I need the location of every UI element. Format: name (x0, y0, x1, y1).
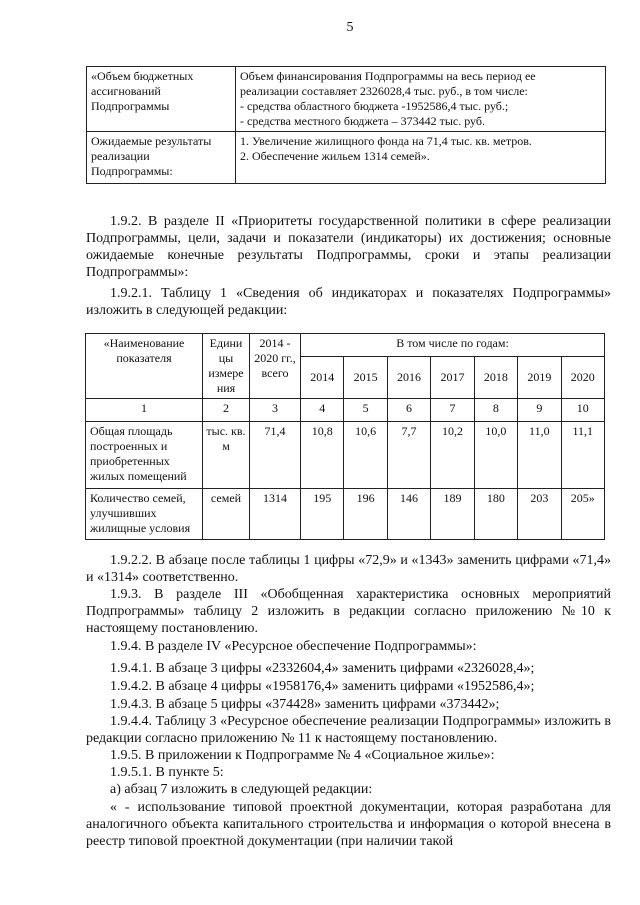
cell-line: 2. Обеспечение жильем 1314 семей». (240, 149, 430, 163)
indicator-value: 180 (474, 489, 517, 540)
paragraph-1-9-5: 1.9.5. В приложении к Подпрограмме № 4 «Социальное жилье»: (110, 748, 495, 763)
indicator-value: 10,2 (431, 422, 474, 489)
cell-line: Подпрограммы (91, 99, 170, 113)
column-number: 8 (474, 399, 517, 422)
column-number: 1 (86, 399, 203, 422)
cell-line: Ожидаемые результаты (91, 134, 212, 148)
table-row (87, 132, 606, 184)
header-year: 2015 (344, 356, 387, 398)
table-cell-value (236, 67, 606, 132)
header-name: «Наименование показателя (86, 334, 203, 399)
paragraph-1-9-3: 1.9.3. В разделе III «Обобщенная характеристика основных мероприятий Подпрограммы» таблицу 2 изложить в редакции согласно приложению №10 к настоящему постановлению. (86, 587, 611, 636)
indicator-value: 7,7 (387, 422, 430, 489)
indicator-total: 71,4 (250, 422, 301, 489)
indicator-unit: тыс. кв. м (203, 422, 250, 489)
paragraph-1-9-2-1: 1.9.2.1. Таблицу 1 «Сведения об индикаторах и показателях Подпрограммы» изложить в следующей редакции: (86, 286, 611, 318)
header-year: 2020 (561, 356, 604, 398)
header-year: 2017 (431, 356, 474, 398)
indicator-name: Количество семей, улучшивших жилищные условия (86, 489, 203, 540)
table-cell-label (87, 132, 236, 184)
table-row (86, 422, 605, 489)
indicators-table (85, 333, 605, 540)
cell-line: ассигнований (91, 84, 161, 98)
header-year: 2019 (518, 356, 561, 398)
indicator-value: 203 (518, 489, 561, 540)
paragraph-1-9-4-3: 1.9.4.3. В абзаце 5 цифры «374428» заменить цифрами «373442»; (110, 697, 500, 712)
table-header-row (86, 334, 605, 357)
indicator-value: 146 (387, 489, 430, 540)
paragraph-1-9-2: 1.9.2. В разделе II «Приоритеты государственной политики в сфере реализации Подпрограммы, цели, задачи и показатели (индикаторы) их достижения; основные ожидаемые конечные результаты Подпрограммы, сроки и этапы реализации Подпрограммы»: (86, 214, 611, 280)
paragraph-1-9-5-1: 1.9.5.1. В пункте 5: (110, 765, 224, 780)
table-cell-value (236, 132, 606, 184)
column-number: 7 (431, 399, 474, 422)
header-years-group: В том числе по годам: (301, 334, 605, 357)
indicator-total: 1314 (250, 489, 301, 540)
cell-line: реализации (91, 149, 150, 163)
indicator-value: 10,8 (301, 422, 344, 489)
table-cell-label (87, 67, 236, 132)
column-number: 10 (561, 399, 604, 422)
cell-line: реализации составляет 2326028,4 тыс. руб., в том числе: (240, 84, 528, 98)
cell-line: - средства областного бюджета -1952586,4 тыс. руб.; (240, 99, 509, 113)
paragraph-1-9-4: 1.9.4. В разделе IV «Ресурсное обеспечение Подпрограммы»: (110, 639, 477, 654)
paragraph-1-9-4-1: 1.9.4.1. В абзаце 3 цифры «2332604,4» заменить цифрами «2326028,4»; (110, 661, 535, 676)
budget-results-table (86, 66, 606, 184)
indicator-value: 195 (301, 489, 344, 540)
paragraph-quote: « - использование типовой проектной документации, которая разработана для аналогичного объекта капитального строительства и информация о которой внесена в реестр типовой проектной документации (при наличии такой (86, 800, 611, 849)
header-year: 2018 (474, 356, 517, 398)
indicator-name: Общая площадь построенных и приобретенных жилых помещений (86, 422, 203, 489)
column-number: 9 (518, 399, 561, 422)
paragraph-1-9-4-2: 1.9.4.2. В абзаце 4 цифры «1958176,4» заменить цифрами «1952586,4»; (110, 679, 535, 694)
header-unit: Едини цы измере ния (203, 334, 250, 399)
indicator-value: 11,1 (561, 422, 604, 489)
cell-line: Подпрограммы: (91, 164, 173, 178)
indicator-value: 189 (431, 489, 474, 540)
page-number: 5 (346, 20, 354, 35)
cell-line: «Объем бюджетных (91, 69, 194, 83)
table-row (86, 489, 605, 540)
header-year: 2014 (301, 356, 344, 398)
paragraph-a: а) абзац 7 изложить в следующей редакции: (110, 782, 373, 797)
indicator-value: 10,0 (474, 422, 517, 489)
table-row (87, 67, 606, 132)
header-year: 2016 (387, 356, 430, 398)
table-number-row (86, 399, 605, 422)
header-total: 2014 - 2020 гг., всего (250, 334, 301, 399)
paragraph-1-9-4-4: 1.9.4.4. Таблицу 3 «Ресурсное обеспечение реализации Подпрограммы» изложить в редакции согласно приложению № 11 к настоящему постановлению. (86, 714, 611, 746)
column-number: 4 (301, 399, 344, 422)
indicator-value: 10,6 (344, 422, 387, 489)
indicator-value: 196 (344, 489, 387, 540)
column-number: 2 (203, 399, 250, 422)
column-number: 5 (344, 399, 387, 422)
indicator-value: 205» (561, 489, 604, 540)
column-number: 6 (387, 399, 430, 422)
cell-line: Объем финансирования Подпрограммы на весь период ее (240, 69, 536, 83)
column-number: 3 (250, 399, 301, 422)
paragraph-1-9-2-2: 1.9.2.2. В абзаце после таблицы 1 цифры «72,9» и «1343» заменить цифрами «71,4» и «1314» соответственно. (86, 553, 611, 585)
indicator-unit: семей (203, 489, 250, 540)
indicator-value: 11,0 (518, 422, 561, 489)
cell-line: 1. Увеличение жилищного фонда на 71,4 тыс. кв. метров. (240, 134, 532, 148)
cell-line: - средства местного бюджета – 373442 тыс. руб. (240, 114, 485, 128)
